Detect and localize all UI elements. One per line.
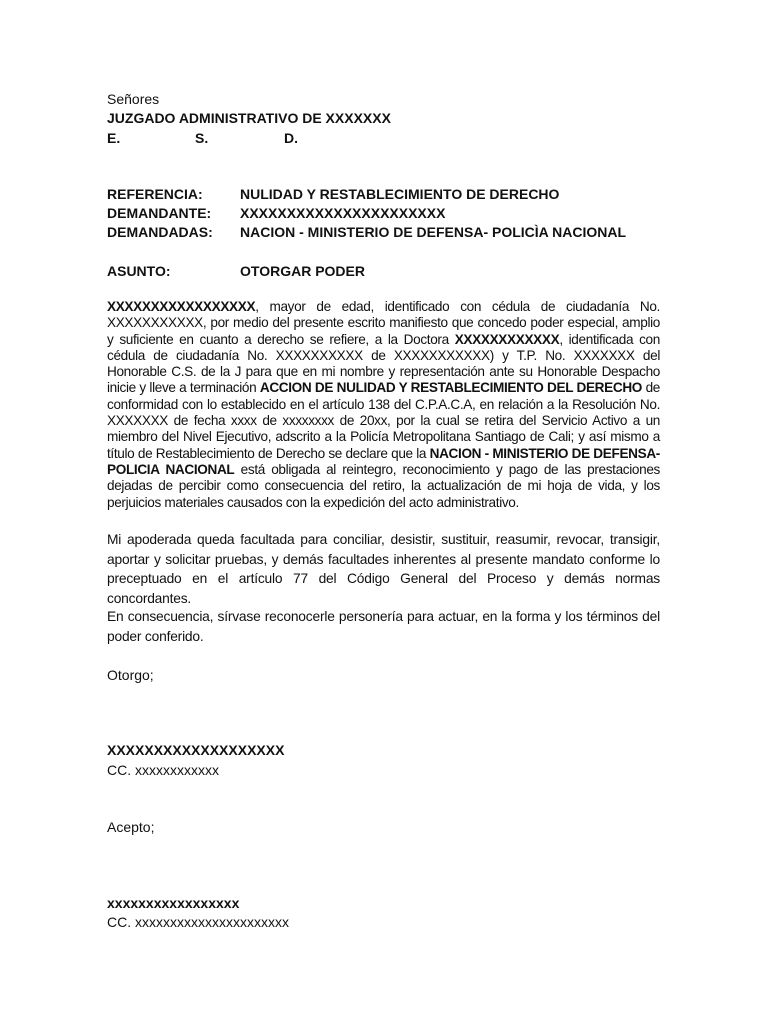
subject-row xyxy=(107,262,365,281)
grantor-signature-name: XXXXXXXXXXXXXXXXXXX xyxy=(107,742,285,758)
defendant-entity-inline: NACION - MINISTERIO DE DEFENSA- POLICIA NACIONAL xyxy=(107,445,660,477)
plaintiff-label: DEMANDANTE: xyxy=(107,205,212,221)
p1-text-1: , mayor de edad, identificado con cédula de ciudadanía No. XXXXXXXXXXX, por medio del presente escrito manifiesto que concedo poder especial, amplio y suficiente en cuanto a derecho se refiere, a la Doctora xyxy=(107,299,660,347)
acceptor-signature-name: xxxxxxxxxxxxxxxxx xyxy=(107,895,240,911)
grantor-id: CC. xxxxxxxxxxxx xyxy=(107,762,219,778)
reference-value: NULIDAD Y RESTABLECIMIENTO DE DERECHO xyxy=(240,186,560,202)
grantor-name-inline: XXXXXXXXXXXXXXXXX xyxy=(107,299,256,314)
body-paragraph-3: En consecuencia, sírvase reconocerle personería para actuar, en la forma y los términos del poder conferido. xyxy=(107,609,660,644)
defendants-label: DEMANDADAS: xyxy=(107,224,213,240)
reference-row xyxy=(107,185,559,204)
subject-value: OTORGAR PODER xyxy=(240,263,365,279)
p1-text-4: está obligada al reintegro, reconocimiento y pago de las prestaciones dejadas de percibir como consecuencia del retiro, la actualización de mi hoja de vida, y los perjuicios materiales causados con la expedición del acto administrativo. xyxy=(107,461,660,510)
grantor-label: Otorgo; xyxy=(107,667,154,683)
esd-s: S. xyxy=(195,130,209,146)
defendants-value: NACION - MINISTERIO DE DEFENSA- POLICÌA NACIONAL xyxy=(240,224,627,240)
reference-label: REFERENCIA: xyxy=(107,186,203,202)
p1-text-3: de conformidad con lo establecido en el artículo 138 del C.P.A.C.A, en relación a la Resolución No. XXXXXXX de fecha xxxx de xxxxxxxx de 20xx, por la cual se retira del Servicio Activo a un miembro del Nivel Ejecutivo, adscrito a la Policía Metropolitana Santiago de Cali; y así mismo a título de Restablecimiento de Derecho se declare que la xyxy=(107,380,660,461)
body-paragraph-1 xyxy=(107,299,660,511)
p1-text-2: , identificada con cédula de ciudadanía No. XXXXXXXXXX de XXXXXXXXXXX) y T.P. No. XXXXXXX del Honorable C.S. de la J para que en mi nombre y representación ante su Honorable Despacho inicie y lleve a terminación xyxy=(107,331,660,396)
plaintiff-row xyxy=(107,204,445,223)
action-name: ACCION DE NULIDAD Y RESTABLECIMIENTO DEL DERECHO xyxy=(259,380,643,396)
esd-e: E. xyxy=(107,130,121,146)
defendants-row xyxy=(107,223,626,242)
plaintiff-value: XXXXXXXXXXXXXXXXXXXXXX xyxy=(240,205,446,221)
salutation: Señores xyxy=(107,91,160,107)
acceptor-id: CC. xxxxxxxxxxxxxxxxxxxxxx xyxy=(107,914,289,930)
acceptor-label: Acepto; xyxy=(107,819,155,835)
court-name: JUZGADO ADMINISTRATIVO DE XXXXXXX xyxy=(107,110,391,126)
body-paragraph-2: Mi apoderada queda facultada para conciliar, desistir, sustituir, reasumir, revocar, transigir, aportar y solicitar pruebas, y demás facultades inherentes al presente mandato conforme lo preceptuado en el artículo 77 del Código General del Proceso y demás normas concordantes. xyxy=(107,532,660,606)
subject-label: ASUNTO: xyxy=(107,263,171,279)
attorney-name-inline: XXXXXXXXXXXX xyxy=(454,331,560,347)
esd-d: D. xyxy=(284,130,298,146)
